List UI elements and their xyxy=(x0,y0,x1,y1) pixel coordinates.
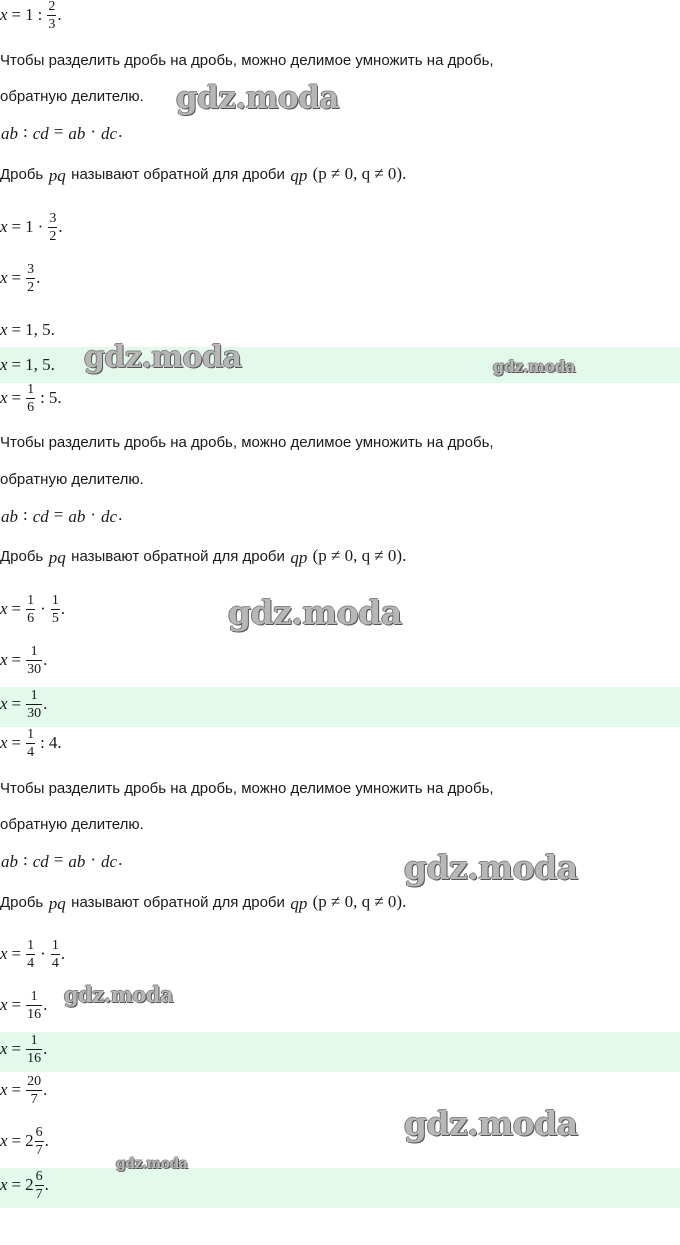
answer-x-equals-1-16: x = $\frac{1}{16}$ . xyxy=(0,1033,48,1066)
reciprocal-definition: Дробь pq называют обратной для дроби qp (p ≠ 0, q ≠ 0). xyxy=(0,892,407,913)
general-rule-formula: ab : cd = ab · dc. xyxy=(1,505,123,526)
watermark-logo: gdz.moda xyxy=(493,357,576,376)
equation-x-equals-2-6-7: x = 2 $\frac{6}{7}$ . xyxy=(0,1125,49,1158)
rule-text-line2: обратную делителю. xyxy=(0,471,144,488)
rule-text-line2: обратную делителю. xyxy=(0,88,144,105)
watermark-logo: gdz.moda xyxy=(116,1156,188,1172)
equation-x-equals-1-16: x = $\frac{1}{16}$ . xyxy=(0,989,48,1022)
watermark-logo: gdz.moda xyxy=(176,80,339,116)
answer-highlight-4 xyxy=(0,1168,680,1208)
equation-x-equals-1-times-3-2: x = 1 · $\frac{3}{2}$ . xyxy=(0,211,63,244)
equation-x-equals-3-2: x = $\frac{3}{2}$ . xyxy=(0,262,41,295)
equation-x-equals-1-30: x = $\frac{1}{30}$ . xyxy=(0,644,48,677)
equation-x-equals-1-5: x = 1, 5. xyxy=(0,320,55,339)
equation-x-equals-1-div-2-3: x = 1 : $\frac{2}{3}$ . xyxy=(0,0,62,32)
answer-x-equals-2-6-7: x = 2 $\frac{6}{7}$ . xyxy=(0,1169,49,1202)
watermark-logo: gdz.moda xyxy=(404,1104,578,1143)
reciprocal-definition: Дробь pq называют обратной для дроби qp (p ≠ 0, q ≠ 0). xyxy=(0,546,407,567)
watermark-logo: gdz.moda xyxy=(84,340,242,375)
watermark-logo: gdz.moda xyxy=(228,593,402,632)
equation-x-equals-1-4-times-1-4: x = $\frac{1}{4}$ · $\frac{1}{4}$ . xyxy=(0,938,66,971)
watermark-logo: gdz.moda xyxy=(64,982,174,1007)
rule-text-line1: Чтобы разделить дробь на дробь, можно делимое умножить на дробь, xyxy=(0,52,494,69)
answer-x-equals-1-30: x = $\frac{1}{30}$ . xyxy=(0,688,48,721)
watermark-logo: gdz.moda xyxy=(404,848,578,887)
answer-highlight-2 xyxy=(0,687,680,727)
reciprocal-definition: Дробь pq называют обратной для дроби qp (p ≠ 0, q ≠ 0). xyxy=(0,164,407,185)
general-rule-formula: ab : cd = ab · dc. xyxy=(1,122,123,143)
rule-text-line2: обратную делителю. xyxy=(0,816,144,833)
equation-x-equals-1-6-times-1-5: x = $\frac{1}{6}$ · $\frac{1}{5}$ . xyxy=(0,593,66,626)
equation-x-equals-1-6-div-5: x = $\frac{1}{6}$ : 5. xyxy=(0,382,62,415)
answer-x-equals-1-5: x = 1, 5. xyxy=(0,355,55,374)
equation-x-equals-20-7: x = $\frac{20}{7}$ . xyxy=(0,1074,48,1107)
rule-text-line1: Чтобы разделить дробь на дробь, можно делимое умножить на дробь, xyxy=(0,780,494,797)
rule-text-line1: Чтобы разделить дробь на дробь, можно делимое умножить на дробь, xyxy=(0,434,494,451)
general-rule-formula: ab : cd = ab · dc. xyxy=(1,850,123,871)
answer-highlight-3 xyxy=(0,1032,680,1072)
equation-x-equals-1-4-div-4: x = $\frac{1}{4}$ : 4. xyxy=(0,727,62,760)
